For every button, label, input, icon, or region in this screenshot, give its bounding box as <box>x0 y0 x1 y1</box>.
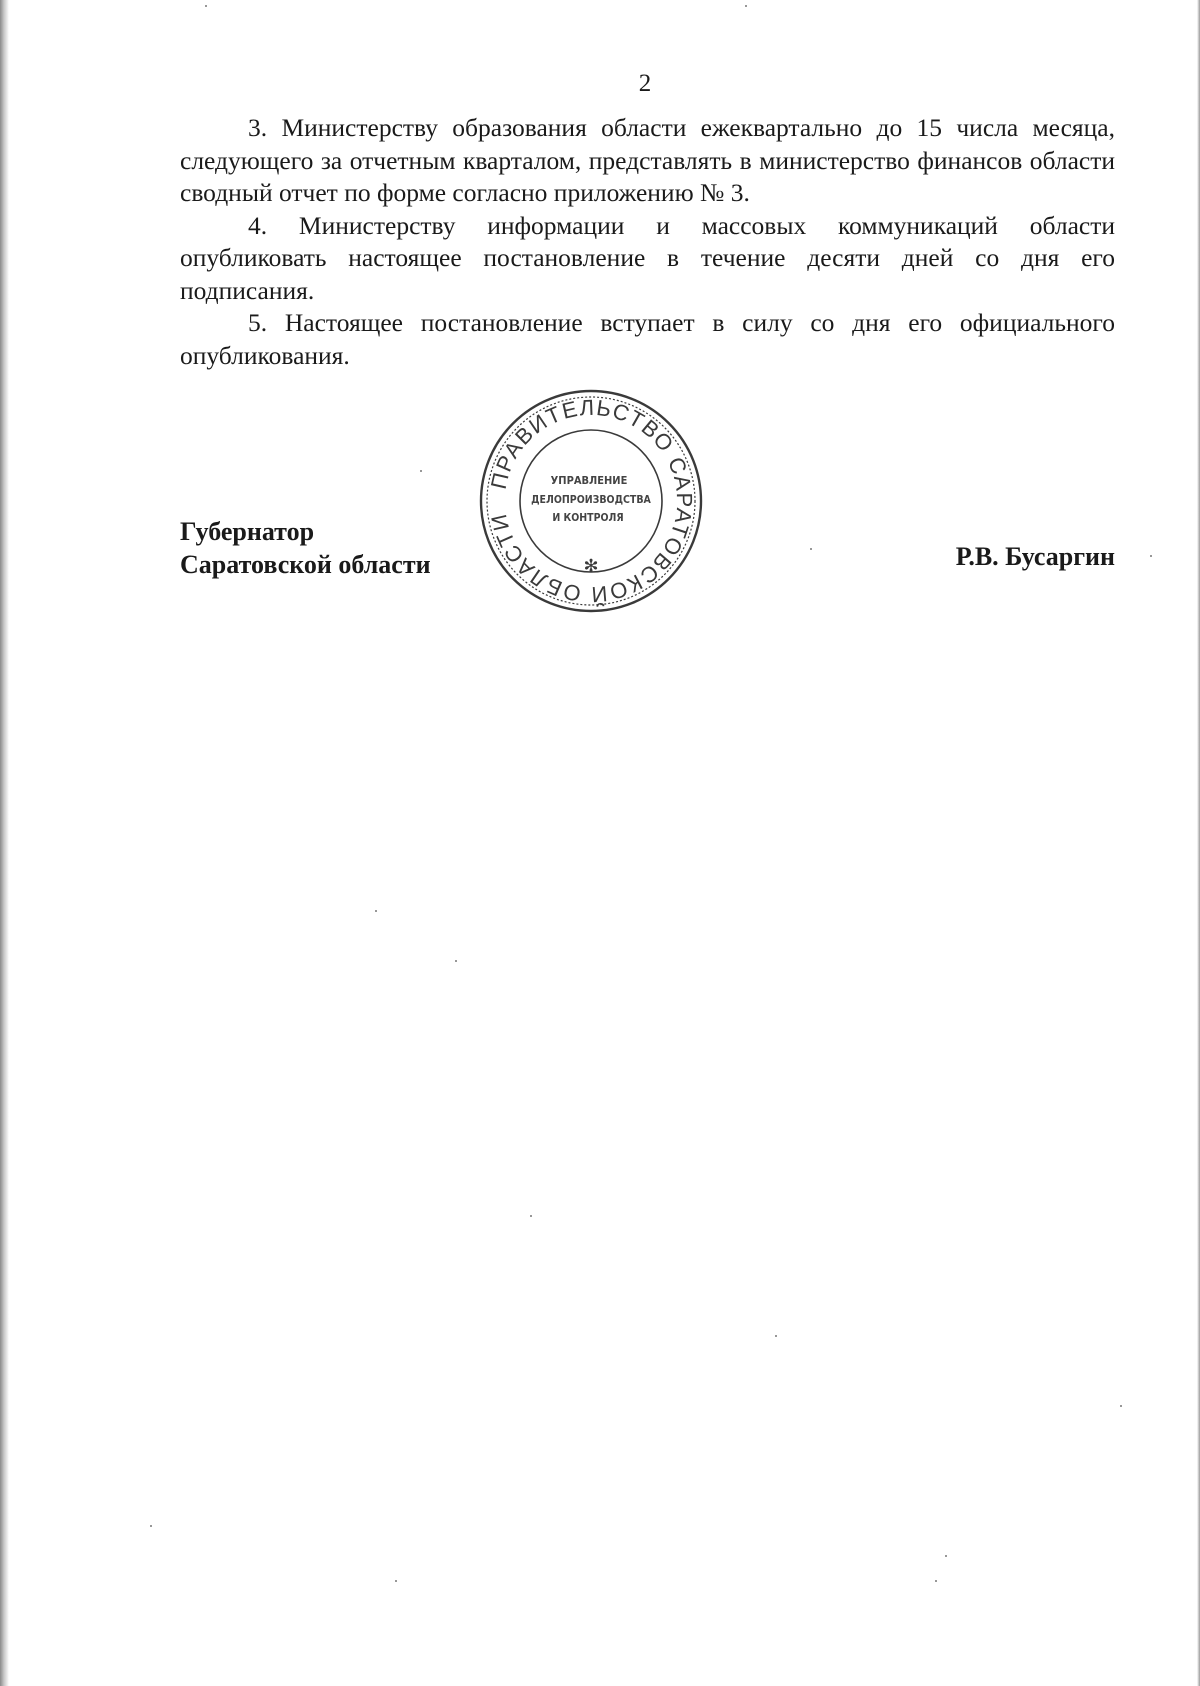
scan-speck <box>455 960 457 962</box>
scan-speck <box>395 1580 397 1582</box>
seal-center-line3: И КОНТРОЛЯ <box>552 512 624 524</box>
scan-speck <box>420 470 422 472</box>
scan-speck <box>530 1215 532 1217</box>
paragraph-4: 4. Министерству информации и массовых коммуникаций области опубликовать настоящее постановление в течение десяти дней со дня его подписания. <box>180 210 1115 305</box>
scan-speck <box>935 1580 937 1582</box>
scan-speck <box>945 1555 947 1557</box>
scan-speck <box>775 1335 777 1337</box>
seal-outer-text-path: ПРАВИТЕЛЬСТВО САРАТОВСКОЙ ОБЛАСТИ <box>485 394 698 608</box>
scan-speck <box>205 5 207 7</box>
scan-speck <box>1150 555 1152 557</box>
official-seal <box>478 388 704 614</box>
signer-title <box>180 515 431 581</box>
page-number: 2 <box>638 70 652 97</box>
scan-edge-left <box>0 0 9 1686</box>
paragraph-5: 5. Настоящее постановление вступает в силу со дня его официального опубликования. <box>180 308 1115 370</box>
document-body <box>180 112 1115 372</box>
scan-speck <box>150 1525 152 1527</box>
scan-speck <box>745 5 747 7</box>
scan-speck <box>810 548 812 550</box>
scan-speck <box>375 910 377 912</box>
scan-speck <box>1120 1405 1122 1407</box>
seal-center-line1: УПРАВЛЕНИЕ <box>550 474 628 487</box>
signer-name: Р.В. Бусаргин <box>955 542 1115 571</box>
seal-center-line2: ДЕЛОПРОИЗВОДСТВА <box>531 494 651 506</box>
signer-title-line2: Саратовской области <box>180 550 431 579</box>
signer-title-line1: Губернатор <box>180 517 315 546</box>
paragraph-3: 3. Министерству образования области ежеквартально до 15 числа месяца, следующего за отчетным кварталом, представлять в министерство финансов области сводный отчет по форме согласно приложению № 3. <box>180 113 1115 207</box>
seal-star-icon: ✻ <box>583 556 599 577</box>
